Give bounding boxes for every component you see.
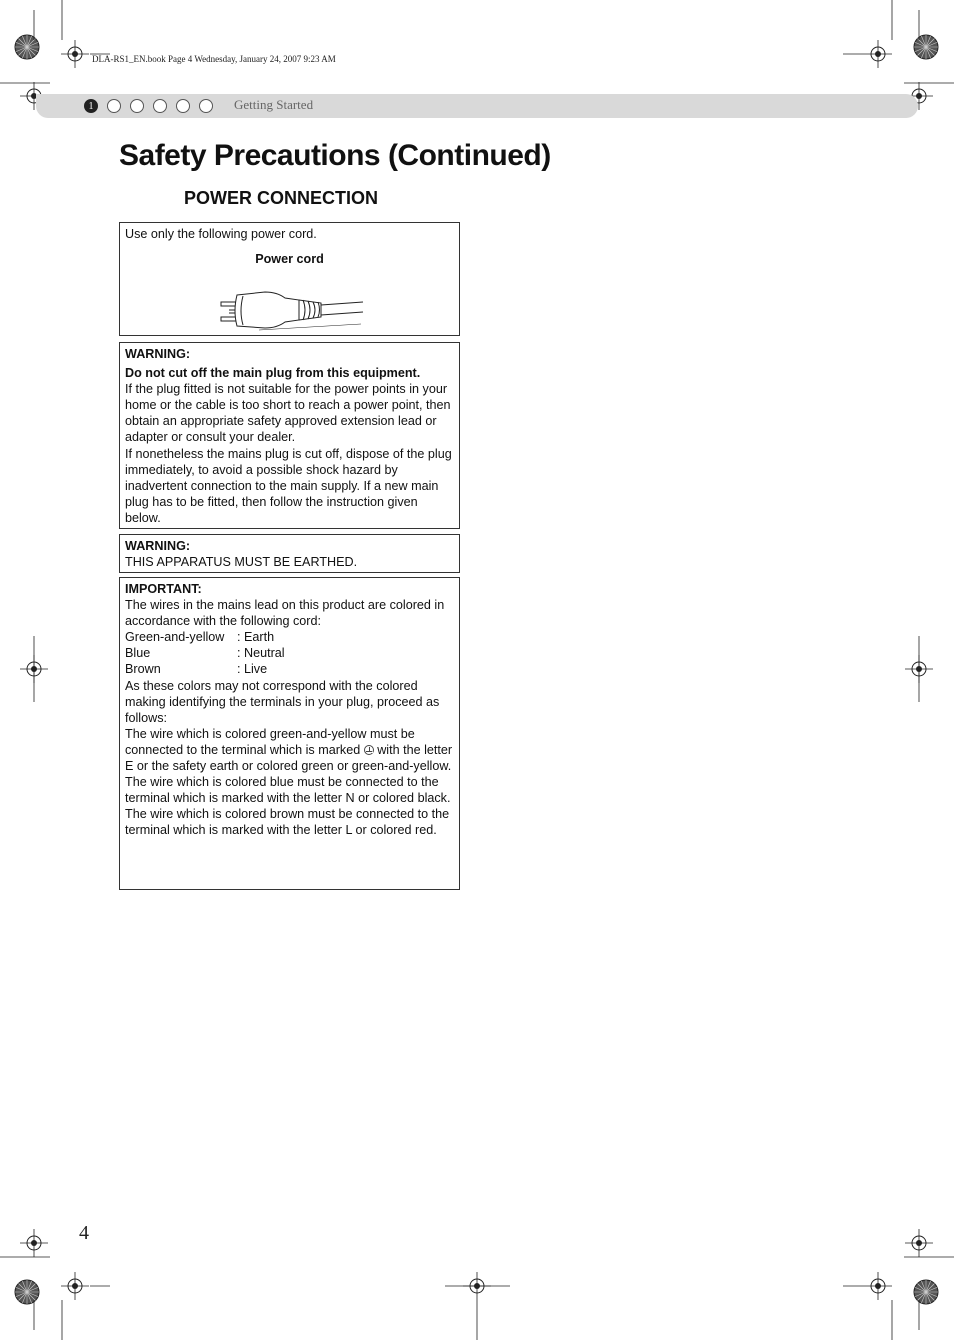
section-heading: POWER CONNECTION <box>184 188 379 208</box>
wire-color: Brown <box>125 662 161 677</box>
warning-paragraph: If nonetheless the mains plug is cut off, dispose of the plug immediately, to avoid a possible shock hazard by inadvertent connection to the main supply. If a new main plug has to be fitted, then follow the instruction given below. <box>125 446 452 525</box>
green-wire-text-part2: with the letter E or the safety earth or colored green or green-and-yellow. <box>125 742 453 774</box>
power-cord-plug-icon <box>219 286 364 332</box>
chapter-dot <box>130 99 144 113</box>
important-heading: IMPORTANT: <box>125 582 202 596</box>
chapter-dot <box>199 99 213 113</box>
warning-earthed-box <box>119 534 460 573</box>
chapter-dot-active: 1 <box>84 99 98 113</box>
wire-meaning: : Earth <box>237 630 275 645</box>
wire-color-row <box>125 645 454 661</box>
important-paragraph: The wire which is colored brown must be connected to the terminal which is marked with the letter L or colored red. <box>125 807 450 838</box>
important-paragraph <box>125 726 454 774</box>
registration-star-icon <box>15 1280 39 1304</box>
warning-paragraph: If the plug fitted is not suitable for the power points in your home or the cable is too short to reach a power point, then obtain an appropriate safety approved extension lead or adapter or consult your dealer. <box>125 382 451 445</box>
file-info-slug: DLA-RS1_EN.book Page 4 Wednesday, January 24, 2007 9:23 AM <box>92 54 336 64</box>
warning-text: THIS APPARATUS MUST BE EARTHED. <box>125 555 358 570</box>
wire-meaning: : Live <box>237 662 268 677</box>
warning-main-plug-box <box>119 342 460 529</box>
important-intro: The wires in the mains lead on this product are colored in accordance with the following cord: <box>125 598 445 629</box>
warning-subheading: Do not cut off the main plug from this equipment. <box>125 366 421 381</box>
important-wiring-box <box>119 577 460 890</box>
registration-star-icon <box>15 35 39 59</box>
power-cord-box <box>119 222 460 336</box>
cord-intro: Use only the following power cord. <box>125 227 317 241</box>
page-title: Safety Precautions (Continued) <box>119 139 551 172</box>
warning-heading: WARNING: <box>125 347 191 361</box>
registration-star-icon <box>914 1280 938 1304</box>
green-wire-text-part1: The wire which is colored green-and-yellow must be connected to the terminal which is marked <box>125 726 415 757</box>
wire-color-row <box>125 629 454 645</box>
earth-symbol-icon <box>364 745 374 755</box>
important-paragraph: As these colors may not correspond with the colored making identifying the terminals in your plug, proceed as follows: <box>125 678 440 725</box>
wire-color: Green-and-yellow <box>125 630 225 645</box>
chapter-dot <box>176 99 190 113</box>
chapter-dot <box>107 99 121 113</box>
chapter-label: Getting Started <box>234 97 314 112</box>
wire-color-row <box>125 661 454 677</box>
chapter-dot <box>153 99 167 113</box>
important-paragraph: The wire which is colored blue must be connected to the terminal which is marked with the letter N or colored black. <box>125 775 451 806</box>
registration-star-icon <box>914 35 938 59</box>
page-number: 4 <box>79 1222 89 1244</box>
cord-caption: Power cord <box>255 252 324 267</box>
wire-color: Blue <box>125 646 151 661</box>
warning-heading: WARNING: <box>125 539 191 553</box>
chapter-indicator <box>84 98 213 114</box>
wire-meaning: : Neutral <box>237 646 285 661</box>
